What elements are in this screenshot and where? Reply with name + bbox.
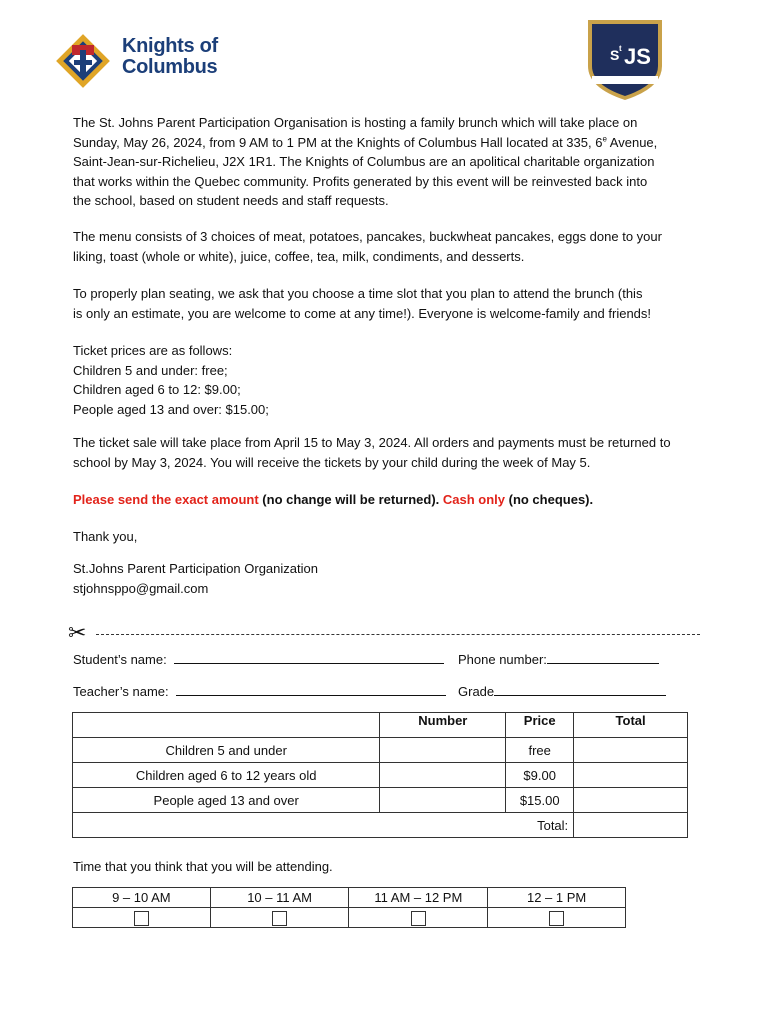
menu-paragraph bbox=[73, 227, 703, 266]
svg-text:t: t bbox=[619, 44, 622, 53]
kofc-emblem-icon bbox=[50, 28, 116, 94]
intro-line: the school, based on student needs and staff requests. bbox=[73, 193, 389, 208]
intro-paragraph bbox=[73, 113, 703, 211]
contact-email: stjohnsppo@gmail.com bbox=[73, 580, 209, 596]
row-label: Children 5 and under bbox=[73, 738, 380, 763]
signature bbox=[73, 559, 703, 598]
payment-notice-line: Please send the exact amount (no change will be returned). Cash only (no cheques). bbox=[73, 492, 594, 507]
total-cell[interactable] bbox=[574, 738, 688, 763]
price-line: Children aged 6 to 12: $9.00; bbox=[73, 382, 241, 397]
order-table bbox=[72, 712, 688, 838]
table-row bbox=[73, 738, 688, 763]
total-label: Total: bbox=[73, 813, 574, 838]
phone-row bbox=[458, 650, 659, 667]
knights-of-columbus-logo bbox=[50, 24, 240, 96]
time-slot-header bbox=[73, 888, 626, 908]
total-header: Total bbox=[574, 713, 688, 738]
intro-line: Sunday, May 26, 2024, from 9 AM to 1 PM at the Knights of Columbus Hall located at 335, 6e Avenue, bbox=[73, 134, 658, 150]
attendance-prompt: Time that you think that you will be attending. bbox=[73, 859, 333, 874]
thank-you: Thank you, bbox=[73, 529, 138, 544]
row-label: Children aged 6 to 12 years old bbox=[73, 763, 380, 788]
time-slot-label: 9 – 10 AM bbox=[73, 888, 211, 908]
time-slot-checkbox[interactable] bbox=[134, 911, 149, 926]
kofc-wordmark-line1: Knights of bbox=[122, 35, 218, 57]
time-slot-checkbox[interactable] bbox=[549, 911, 564, 926]
table-total-row bbox=[73, 813, 688, 838]
total-cell[interactable] bbox=[574, 788, 688, 813]
payment-notice bbox=[73, 490, 703, 510]
price-cell: $9.00 bbox=[506, 763, 574, 788]
grade-label: Grade bbox=[458, 684, 495, 699]
school-crest-logo bbox=[582, 16, 668, 102]
ticket-prices bbox=[73, 341, 703, 419]
cut-line bbox=[96, 634, 700, 635]
seating-line: is only an estimate, you are welcome to come at any time!). Everyone is welcome-family and friends! bbox=[73, 305, 652, 321]
price-line: People aged 13 and over: $15.00; bbox=[73, 401, 269, 417]
price-cell: $15.00 bbox=[506, 788, 574, 813]
student-name-label: Student’s name: bbox=[73, 652, 167, 667]
student-name-field[interactable] bbox=[174, 650, 444, 664]
time-slot-label: 12 – 1 PM bbox=[488, 888, 626, 908]
kofc-wordmark bbox=[122, 36, 218, 78]
sale-line: The ticket sale will take place from April 15 to May 3, 2024. All orders and payments must be returned to bbox=[73, 435, 671, 450]
seating-paragraph bbox=[73, 284, 703, 323]
total-cell[interactable] bbox=[574, 763, 688, 788]
grade-field[interactable] bbox=[494, 682, 666, 696]
svg-text:S: S bbox=[610, 47, 620, 63]
teacher-name-field[interactable] bbox=[176, 682, 446, 696]
time-slot-label: 11 AM – 12 PM bbox=[349, 888, 488, 908]
teacher-name-row bbox=[73, 682, 446, 699]
menu-line: The menu consists of 3 choices of meat, potatoes, pancakes, buckwheat pancakes, eggs done to your bbox=[73, 229, 662, 244]
number-cell[interactable] bbox=[380, 738, 506, 763]
intro-line: The St. Johns Parent Participation Organisation is hosting a family brunch which will take place on bbox=[73, 115, 638, 130]
number-cell[interactable] bbox=[380, 763, 506, 788]
price-line: Ticket prices are as follows: bbox=[73, 343, 233, 358]
time-slot-checkbox[interactable] bbox=[272, 911, 287, 926]
time-slot-table bbox=[72, 887, 626, 928]
price-cell: free bbox=[506, 738, 574, 763]
phone-number-label: Phone number: bbox=[458, 652, 547, 667]
sale-line: school by May 3, 2024. You will receive the tickets by your child during the week of May 5. bbox=[73, 454, 591, 470]
phone-number-field[interactable] bbox=[547, 650, 659, 664]
kofc-wordmark-line2: Columbus bbox=[122, 56, 218, 78]
number-cell[interactable] bbox=[380, 788, 506, 813]
grand-total-cell[interactable] bbox=[574, 813, 688, 838]
sale-paragraph bbox=[73, 433, 703, 472]
intro-line: Saint-Jean-sur-Richelieu, J2X 1R1. The Knights of Columbus are an apolitical charitable organization bbox=[73, 154, 655, 169]
number-header: Number bbox=[380, 713, 506, 738]
price-header: Price bbox=[506, 713, 574, 738]
teacher-name-label: Teacher’s name: bbox=[73, 684, 169, 699]
seating-line: To properly plan seating, we ask that you choose a time slot that you plan to attend the brunch (this bbox=[73, 286, 643, 301]
svg-text:JS: JS bbox=[624, 44, 651, 69]
time-slot-checkbox[interactable] bbox=[411, 911, 426, 926]
time-slot-checkbox-row bbox=[73, 908, 626, 928]
menu-line: liking, toast (whole or white), juice, coffee, tea, milk, condiments, and desserts. bbox=[73, 248, 525, 264]
price-line: Children 5 and under: free; bbox=[73, 362, 228, 378]
grade-row bbox=[458, 682, 666, 699]
time-slot-label: 10 – 11 AM bbox=[210, 888, 349, 908]
org-name: St.Johns Parent Participation Organization bbox=[73, 561, 318, 576]
row-label: People aged 13 and over bbox=[73, 788, 380, 813]
intro-line: that works within the Quebec community. Profits generated by this event will be reinvested back into bbox=[73, 173, 648, 189]
table-row bbox=[73, 788, 688, 813]
scissors-icon: ✂ bbox=[68, 620, 87, 645]
table-row bbox=[73, 763, 688, 788]
student-name-row bbox=[73, 650, 444, 667]
order-table-header bbox=[73, 713, 688, 738]
